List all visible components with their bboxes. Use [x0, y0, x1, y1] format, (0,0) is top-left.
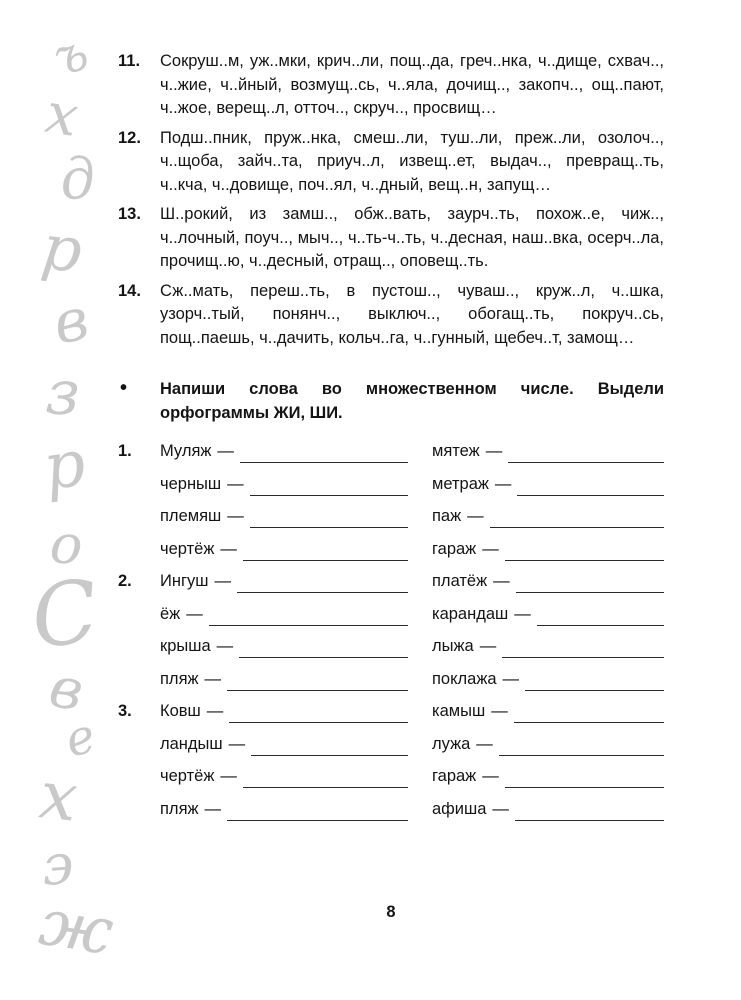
left-pair — [160, 765, 408, 788]
answer-blank — [505, 769, 664, 788]
dash: — — [485, 442, 503, 460]
margin-letter: е — [59, 707, 102, 769]
word: племяш — [160, 507, 222, 525]
margin-letter: ъ — [47, 22, 94, 88]
exercise-14 — [118, 280, 664, 351]
exercise-11 — [118, 50, 664, 121]
margin-letter: х — [41, 80, 83, 151]
answer-blank — [251, 737, 408, 756]
task-instruction — [118, 377, 664, 425]
word: афиша — [432, 799, 487, 818]
exercise-text: Сж..мать, переш..ть, в пустош.., чуваш.., круж..л, ч..шка, узорч..тый, понянч.., выключ.., обогащ..ть, покруч..сь, пощ..паешь, ч..дачить, кольч..га, ч..гунный, щебеч..т, замощ… — [160, 281, 664, 347]
answer-blank — [250, 477, 408, 496]
exercise-number: 12. — [118, 128, 141, 147]
word: пляж — [160, 669, 199, 688]
dash: — — [491, 702, 508, 720]
page-number: 8 — [386, 903, 396, 921]
word: гараж — [432, 539, 477, 558]
margin-letter: д — [56, 145, 99, 214]
word: гараж — [432, 767, 477, 785]
list-item — [160, 798, 664, 821]
answer-blank — [499, 737, 664, 756]
margin-letter: х — [36, 756, 82, 837]
left-pair — [160, 635, 408, 658]
dash: — — [492, 799, 509, 818]
answer-blank — [243, 769, 408, 788]
list-item — [160, 700, 664, 723]
list-item — [160, 635, 664, 658]
bullet-icon: • — [120, 377, 128, 399]
word: камыш — [432, 702, 486, 720]
dash: — — [216, 637, 234, 655]
word: лужа — [432, 734, 471, 753]
word: пляж — [160, 799, 199, 818]
dash: — — [502, 669, 520, 688]
margin-letter: в — [48, 284, 94, 358]
list-item — [160, 603, 664, 626]
list-number: 2. — [118, 572, 132, 590]
right-pair — [432, 603, 664, 626]
exercise-text: Сокруш..м, уж..мки, крич..ли, пощ..да, греч..нка, ч..дище, схвач.., ч..жие, ч..йный, возмущ..сь, ч..яла, дочищ.., закопч.., ощ..пают, ч..жое, верещ..л, отточ.., скруч.., просвищ… — [160, 52, 664, 117]
word: чертёж — [160, 539, 215, 558]
list-number: 3. — [118, 702, 132, 720]
dash: — — [228, 734, 246, 753]
margin-letter: в — [44, 654, 89, 725]
left-pair — [160, 700, 408, 723]
answer-blank — [240, 444, 408, 463]
word: Ингуш — [160, 572, 209, 590]
margin-letter: р — [37, 209, 87, 288]
dash: — — [514, 604, 531, 623]
word: крыша — [160, 637, 211, 655]
word-list-1 — [118, 440, 664, 561]
left-pair — [160, 473, 408, 496]
answer-blank — [502, 639, 664, 658]
margin-letter: ж — [34, 885, 119, 971]
answer-blank — [490, 509, 664, 528]
word: мятеж — [432, 442, 480, 460]
answer-blank — [227, 802, 408, 821]
word: ёж — [160, 604, 181, 623]
word: Ковш — [160, 702, 201, 720]
right-pair — [432, 570, 664, 593]
right-pair — [432, 505, 664, 528]
answer-blank — [514, 704, 664, 723]
answer-blank — [229, 704, 408, 723]
word-list-2 — [118, 570, 664, 691]
answer-blank — [243, 542, 408, 561]
right-pair — [432, 668, 664, 691]
right-pair — [432, 798, 664, 821]
dash: — — [217, 442, 234, 460]
left-pair — [160, 733, 408, 756]
list-number: 1. — [118, 442, 132, 460]
left-pair — [160, 538, 408, 561]
exercise-number: 11. — [118, 52, 141, 70]
exercise-number: 14. — [118, 281, 141, 300]
margin-letter: С — [26, 561, 104, 669]
left-pair — [160, 570, 408, 593]
list-item — [160, 668, 664, 691]
left-pair — [160, 798, 408, 821]
right-pair — [432, 700, 664, 723]
word: ландыш — [160, 734, 223, 753]
list-item — [160, 505, 664, 528]
right-pair — [432, 765, 664, 788]
dash: — — [186, 604, 203, 623]
word: карандаш — [432, 604, 509, 623]
word-list-3 — [118, 700, 664, 821]
dash: — — [220, 767, 237, 785]
margin-letter: о — [48, 512, 85, 577]
dash: — — [467, 507, 484, 525]
dash: — — [493, 572, 510, 590]
right-pair — [432, 538, 664, 561]
word: метраж — [432, 474, 489, 493]
dash: — — [206, 702, 224, 720]
dash: — — [479, 637, 497, 655]
dash: — — [220, 539, 237, 558]
word: поклажа — [432, 669, 497, 688]
answer-blank — [209, 607, 408, 626]
list-item — [160, 440, 664, 463]
answer-blank — [516, 574, 664, 593]
word: паж — [432, 507, 462, 525]
dash: — — [214, 572, 231, 590]
right-pair — [432, 473, 664, 496]
dash: — — [482, 539, 499, 558]
exercise-number: 13. — [118, 205, 141, 223]
word: чертёж — [160, 767, 215, 785]
list-item — [160, 538, 664, 561]
dash: — — [476, 734, 493, 753]
list-item — [160, 733, 664, 756]
exercise-12 — [118, 127, 664, 198]
margin-letter: р — [39, 426, 90, 506]
left-pair — [160, 505, 408, 528]
dash: — — [494, 474, 512, 493]
right-pair — [432, 440, 664, 463]
dash: — — [227, 507, 244, 525]
answer-blank — [237, 574, 408, 593]
margin-letter: э — [39, 831, 76, 900]
task-text: Напиши слова во множественном числе. Выдели орфограммы ЖИ, ШИ. — [160, 380, 664, 422]
exercise-13 — [118, 203, 664, 274]
word: платёж — [432, 572, 488, 590]
word: Муляж — [160, 442, 212, 460]
left-pair — [160, 440, 408, 463]
list-item — [160, 473, 664, 496]
dash: — — [482, 767, 499, 785]
list-item — [160, 570, 664, 593]
answer-blank — [505, 542, 664, 561]
answer-blank — [525, 672, 664, 691]
page-content — [118, 50, 664, 830]
right-pair — [432, 635, 664, 658]
list-item — [160, 765, 664, 788]
right-pair — [432, 733, 664, 756]
left-pair — [160, 668, 408, 691]
margin-letter: з — [43, 354, 83, 431]
answer-blank — [227, 672, 408, 691]
word: лыжа — [432, 637, 474, 655]
dash: — — [204, 669, 222, 688]
answer-blank — [250, 509, 408, 528]
exercise-text: Ш..рокий, из замш.., обж..вать, заурч..ть, похож..е, чиж.., ч..лочный, поуч.., мыч.., ч..ть-ч..ть, ч..десная, наш..вка, осерч..ла, прочищ..ю, ч..десный, отращ.., оповещ..ть. — [160, 205, 664, 270]
left-pair — [160, 603, 408, 626]
dash: — — [204, 799, 222, 818]
exercise-text: Подш..пник, пруж..нка, смеш..ли, туш..ли, преж..ли, озолоч.., ч..щоба, зайч..та, приуч..л, извещ..ет, выдач.., превращ..ть, ч..кча, ч..довище, поч..ял, ч..дный, вещ..н, запущ… — [160, 128, 664, 194]
dash: — — [227, 474, 244, 493]
answer-blank — [517, 477, 664, 496]
answer-blank — [239, 639, 408, 658]
answer-blank — [537, 607, 664, 626]
answer-blank — [515, 802, 664, 821]
answer-blank — [508, 444, 664, 463]
word: черныш — [160, 474, 222, 493]
